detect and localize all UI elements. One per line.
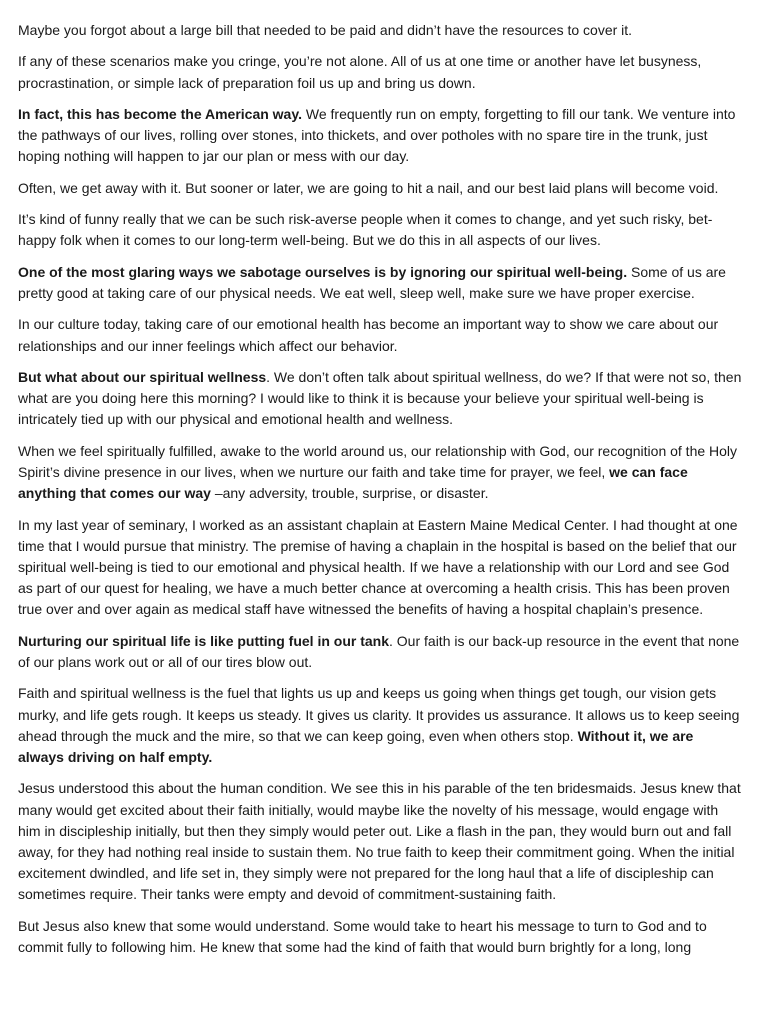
paragraph — [18, 683, 743, 768]
body-text: In my last year of seminary, I worked as an assistant chaplain at Eastern Maine Medical Center. I had thought at one time that I would pursue that ministry. The premise of having a chaplain in the hospital is based on the belief that our spiritual well-being is tied to our emotional and physical health. If we have a relationship with our Lord and see God as part of our quest for healing, we have a much better chance at overcoming a health crisis. This has been proven true over and over again as medical staff have witnessed the benefits of having a hospital chaplain’s presence. — [18, 516, 738, 618]
body-text: Jesus understood this about the human condition. We see this in his parable of the ten bridesmaids. Jesus knew that many would get excited about their faith initially, would maybe like the novelty of his message, would engage with him in discipleship initially, but then they simply would peter out. Like a flash in the pan, they would burn out and fall away, for they had nothing real inside to sustain them. No true faith to keep their commitment going. When the initial excitement dwindled, and life set in, they simply were not prepared for the long haul that a life of discipleship can sometimes require. Their tanks were empty and devoid of commitment-sustaining faith. — [18, 780, 741, 903]
paragraph — [18, 916, 743, 958]
paragraph — [18, 314, 743, 356]
paragraph — [18, 51, 743, 93]
body-text: –any adversity, trouble, surprise, or disaster. — [210, 485, 489, 502]
paragraph — [18, 262, 743, 304]
paragraph — [18, 631, 743, 673]
body-text: But Jesus also knew that some would understand. Some would take to heart his message to turn to God and to commit fully to following him. He knew that some had the kind of faith that would burn brightly for a long, long — [18, 917, 707, 955]
paragraph — [18, 441, 743, 505]
bold-text: Without it, we are always driving on half empty. — [18, 727, 694, 765]
bold-text: One of the most glaring ways we sabotage ourselves is by ignoring our spiritual well-being. — [18, 263, 628, 280]
body-text: Faith and spiritual wellness is the fuel that lights us up and keeps us going when things get tough, our vision gets murky, and life gets rough. It keeps us steady. It gives us clarity. It provides us assurance. It allows us to keep seeing ahead through the muck and the mire, so that we can keep going, even when others stop. — [18, 685, 740, 744]
paragraph — [18, 515, 743, 621]
paragraph — [18, 20, 743, 41]
bold-text: In fact, this has become the American way. — [18, 105, 302, 122]
body-text: We frequently run on empty, forgetting to fill our tank. We venture into the pathways of our lives, rolling over stones, into thickets, and over potholes with no spare tire in the trunk, just hoping nothing will happen to jar our plan or mess with our day. — [18, 105, 736, 165]
body-text: Often, we get away with it. But sooner or later, we are going to hit a nail, and our best laid plans will become void. — [18, 179, 719, 196]
body-text: When we feel spiritually fulfilled, awake to the world around us, our relationship with God, our recognition of the Holy Spirit’s divine presence in our lives, when we nurture our faith and take time for prayer, we feel, — [18, 442, 738, 480]
body-text: It’s kind of funny really that we can be such risk-averse people when it comes to change, and yet such risky, bet-happy folk when it comes to our long-term well-being. But we do this in all aspects of our lives. — [18, 211, 713, 249]
body-text: In our culture today, taking care of our emotional health has become an important way to show we care about our relationships and our inner feelings which affect our behavior. — [18, 316, 719, 354]
body-text: Some of us are pretty good at taking care of our physical needs. We eat well, sleep well, make sure we have proper exercise. — [18, 263, 726, 301]
bold-text: But what about our spiritual wellness — [18, 368, 267, 385]
body-text: Maybe you forgot about a large bill that needed to be paid and didn’t have the resources to cover it. — [18, 22, 633, 38]
bold-text: Nurturing our spiritual life is like putting fuel in our tank — [18, 632, 390, 649]
paragraph — [18, 209, 743, 251]
document-page — [18, 20, 743, 968]
paragraph — [18, 104, 743, 168]
body-text: . We don’t often talk about spiritual wellness, do we? If that were not so, then what are you doing here this morning? I would like to think it is because your believe your spiritual well-being is intricately tied up with our physical and emotional health and wellness. — [18, 368, 742, 428]
body-text: If any of these scenarios make you cringe, you’re not alone. All of us at one time or another have let busyness, procrastination, or simple lack of preparation foil us up and bring us down. — [18, 53, 702, 91]
body-text: . Our faith is our back-up resource in the event that none of our plans work out or all of our tires blow out. — [18, 632, 740, 670]
paragraph — [18, 778, 743, 905]
paragraph — [18, 367, 743, 431]
bold-text: we can face anything that comes our way — [18, 463, 688, 502]
paragraph — [18, 178, 743, 199]
